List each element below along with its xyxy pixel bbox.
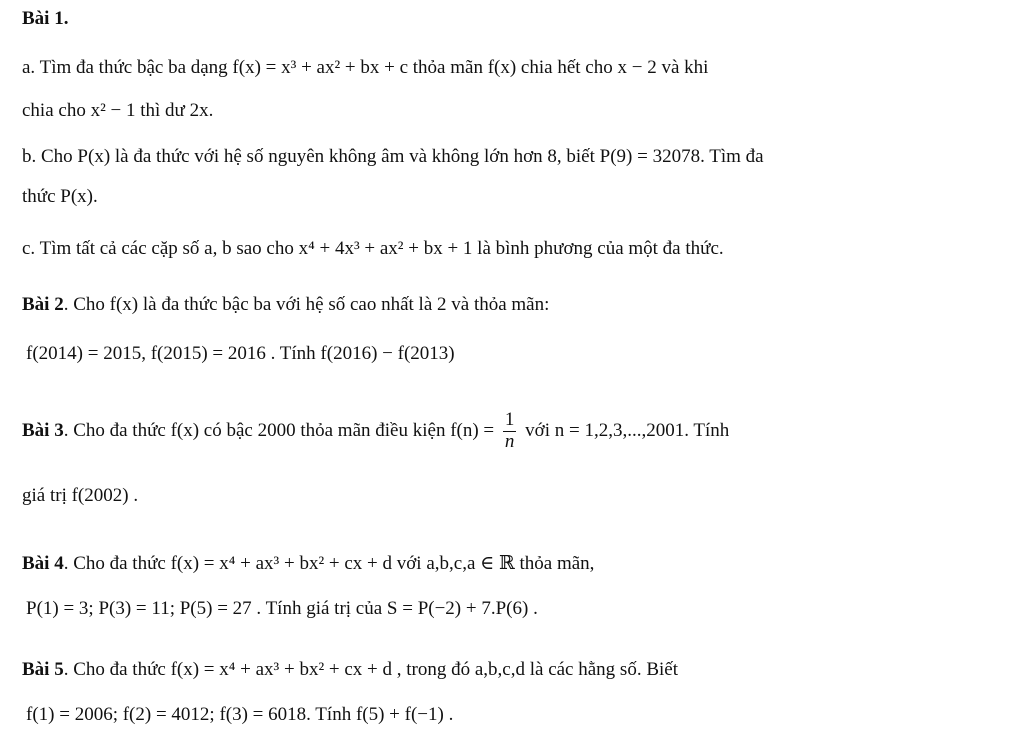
bai1-part-b-line2: thức P(x).	[22, 186, 98, 207]
bai4-label: Bài 4	[22, 553, 64, 574]
bai3-line1	[22, 410, 729, 453]
fraction-denominator: n	[504, 430, 515, 452]
bai2-text1: . Cho f(x) là đa thức bậc ba với hệ số cao nhất là 2 và thỏa mãn:	[63, 294, 550, 315]
bai4-line2: P(1) = 3; P(3) = 11; P(5) = 27 . Tính giá trị của S = P(−2) + 7.P(6) .	[26, 598, 538, 619]
bai1-part-c: c. Tìm tất cả các cặp số a, b sao cho x⁴ + 4x³ + ax² + bx + 1 là bình phương của một đa thức.	[22, 238, 724, 259]
bai2-line1	[22, 294, 549, 316]
fraction-numerator: 1	[504, 409, 515, 430]
bai1-part-a-line1: a. Tìm đa thức bậc ba dạng f(x) = x³ + ax² + bx + c thỏa mãn f(x) chia hết cho x − 2 và khi	[22, 57, 709, 78]
bai3-line2: giá trị f(2002) .	[22, 485, 139, 506]
bai3-text1-pre: . Cho đa thức f(x) có bậc 2000 thỏa mãn điều kiện f(n) =	[63, 419, 495, 441]
bai1-part-b-line1: b. Cho P(x) là đa thức với hệ số nguyên không âm và không lớn hơn 8, biết P(9) = 32078. Tìm đa	[22, 146, 764, 167]
bai2-line2: f(2014) = 2015, f(2015) = 2016 . Tính f(2016) − f(2013)	[26, 343, 455, 364]
bai2-label: Bài 2	[22, 294, 64, 315]
bai1-part-a-line2: chia cho x² − 1 thì dư 2x.	[22, 100, 214, 121]
bai5-text1: . Cho đa thức f(x) = x⁴ + ax³ + bx² + cx + d , trong đó a,b,c,d là các hằng số. Biết	[63, 659, 678, 680]
bai4-line1	[22, 553, 594, 575]
bai5-label: Bài 5	[22, 659, 64, 680]
bai5-line1	[22, 659, 678, 681]
bai3-label: Bài 3	[22, 419, 64, 441]
bai1-title: Bài 1.	[22, 8, 69, 29]
bai4-text1: . Cho đa thức f(x) = x⁴ + ax³ + bx² + cx + d với a,b,c,a ∈ ℝ thỏa mãn,	[63, 553, 595, 574]
bai5-line2: f(1) = 2006; f(2) = 4012; f(3) = 6018. Tính f(5) + f(−1) .	[26, 704, 454, 725]
bai3-text1-post: với n = 1,2,3,...,2001. Tính	[525, 419, 730, 441]
bai3-fraction	[503, 410, 517, 453]
